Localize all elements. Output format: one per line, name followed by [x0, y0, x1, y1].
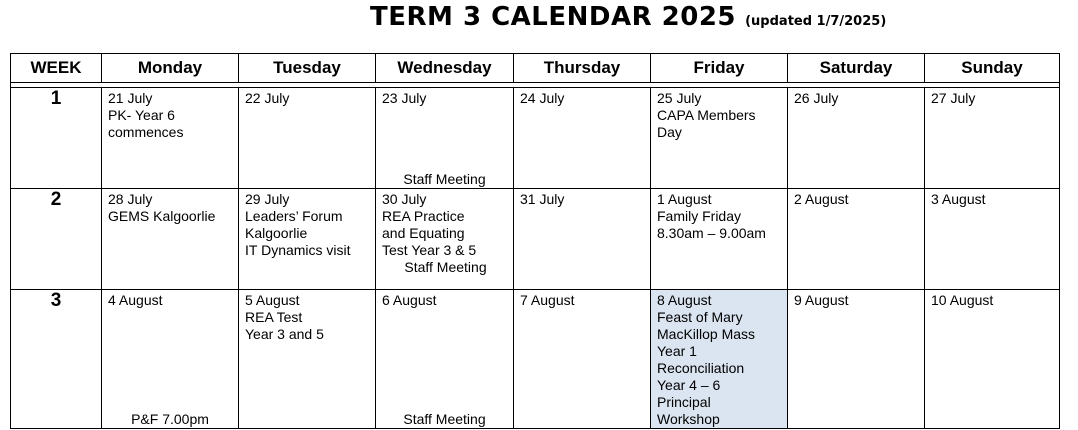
event-line: Feast of Mary	[657, 309, 743, 325]
event-line: Year 4 – 6	[657, 377, 721, 393]
header-friday: Friday	[651, 54, 788, 83]
event-line: Test Year 3 & 5	[382, 242, 477, 258]
day-cell-saturday	[788, 290, 925, 429]
day-content	[925, 290, 1059, 309]
event-line: PK- Year 6	[108, 107, 175, 123]
day-content	[239, 290, 375, 343]
event-line: Reconciliation	[657, 360, 745, 376]
event-line: Principal	[657, 394, 711, 410]
day-cell-monday	[102, 290, 239, 429]
day-cell-sunday	[925, 88, 1060, 189]
event-centered: Staff Meeting	[404, 259, 487, 275]
week-row	[11, 290, 1060, 429]
day-date: 7 August	[520, 292, 575, 308]
day-cell-friday	[651, 88, 788, 189]
day-date: 26 July	[794, 90, 839, 106]
day-content	[376, 290, 513, 309]
day-date: 8 August	[657, 292, 712, 308]
day-cell-wednesday	[376, 88, 514, 189]
event-line: Day	[657, 124, 682, 140]
day-date: 2 August	[794, 191, 849, 207]
day-cell-wednesday	[376, 290, 514, 429]
day-date: 23 July	[382, 90, 427, 106]
day-date: 9 August	[794, 292, 849, 308]
day-cell-tuesday	[239, 88, 376, 189]
day-content	[376, 189, 513, 276]
day-date: 22 July	[245, 90, 290, 106]
day-cell-saturday	[788, 189, 925, 290]
day-cell-thursday	[514, 88, 651, 189]
day-content	[788, 189, 924, 208]
day-content	[925, 189, 1059, 208]
day-date: 3 August	[931, 191, 986, 207]
event-line: REA Test	[245, 309, 303, 325]
event-line: Kalgoorlie	[245, 225, 308, 241]
header-row	[11, 54, 1060, 83]
day-cell-sunday	[925, 290, 1060, 429]
day-content	[788, 290, 924, 309]
week-number: 2	[11, 189, 102, 290]
day-date: 4 August	[108, 292, 163, 308]
header-tuesday: Tuesday	[239, 54, 376, 83]
day-content	[651, 88, 787, 141]
day-date: 24 July	[520, 90, 565, 106]
day-content	[651, 290, 787, 428]
event-line: and Equating	[382, 225, 465, 241]
day-cell-friday	[651, 189, 788, 290]
title-updated: (updated 1/7/2025)	[745, 14, 887, 29]
day-content	[102, 88, 238, 141]
event-bottom: P&F 7.00pm	[131, 411, 209, 427]
event-line: IT Dynamics visit	[245, 242, 351, 258]
day-cell-friday	[651, 290, 788, 429]
day-date: 10 August	[931, 292, 994, 308]
day-cell-sunday	[925, 189, 1060, 290]
header-week: WEEK	[11, 54, 102, 83]
week-row	[11, 88, 1060, 189]
event-line: GEMS Kalgoorlie	[108, 208, 216, 224]
day-date: 25 July	[657, 90, 702, 106]
event-line: CAPA Members	[657, 107, 756, 123]
event-line: commences	[108, 124, 184, 140]
event-bottom: Staff Meeting	[403, 171, 486, 187]
day-content	[788, 88, 924, 107]
event-line: Leaders’ Forum	[245, 208, 343, 224]
day-content	[925, 88, 1059, 107]
day-content	[514, 88, 650, 107]
day-date: 1 August	[657, 191, 712, 207]
week-number: 3	[11, 290, 102, 429]
day-cell-thursday	[514, 189, 651, 290]
day-date: 5 August	[245, 292, 300, 308]
day-cell-thursday	[514, 290, 651, 429]
week-number: 1	[11, 88, 102, 189]
day-date: 28 July	[108, 191, 153, 207]
calendar-table	[10, 53, 1060, 429]
day-date: 6 August	[382, 292, 437, 308]
event-line: Year 3 and 5	[245, 326, 324, 342]
day-cell-saturday	[788, 88, 925, 189]
week-row	[11, 189, 1060, 290]
day-cell-wednesday	[376, 189, 514, 290]
event-line: MacKillop Mass	[657, 326, 756, 342]
event-line: Workshop	[657, 411, 720, 427]
day-date: 31 July	[520, 191, 565, 207]
event-line: 8.30am – 9.00am	[657, 225, 766, 241]
day-date: 30 July	[382, 191, 427, 207]
header-sunday: Sunday	[925, 54, 1060, 83]
header-thursday: Thursday	[514, 54, 651, 83]
day-cell-tuesday	[239, 189, 376, 290]
day-content	[102, 189, 238, 225]
day-cell-monday	[102, 189, 239, 290]
day-content	[102, 290, 238, 309]
calendar-title	[370, 2, 886, 32]
day-content	[651, 189, 787, 242]
event-line: REA Practice	[382, 208, 465, 224]
header-monday: Monday	[102, 54, 239, 83]
event-line: Year 1	[657, 343, 697, 359]
event-bottom: Staff Meeting	[403, 411, 486, 427]
day-content	[514, 189, 650, 208]
day-content	[514, 290, 650, 309]
day-content	[239, 189, 375, 259]
header-saturday: Saturday	[788, 54, 925, 83]
day-cell-tuesday	[239, 290, 376, 429]
day-cell-monday	[102, 88, 239, 189]
header-wednesday: Wednesday	[376, 54, 514, 83]
day-date: 21 July	[108, 90, 153, 106]
title-main: TERM 3 CALENDAR 2025	[370, 2, 737, 32]
event-line: Family Friday	[657, 208, 742, 224]
day-date: 29 July	[245, 191, 290, 207]
day-content	[376, 88, 513, 107]
day-date: 27 July	[931, 90, 976, 106]
calendar-body	[11, 83, 1060, 429]
day-content	[239, 88, 375, 107]
